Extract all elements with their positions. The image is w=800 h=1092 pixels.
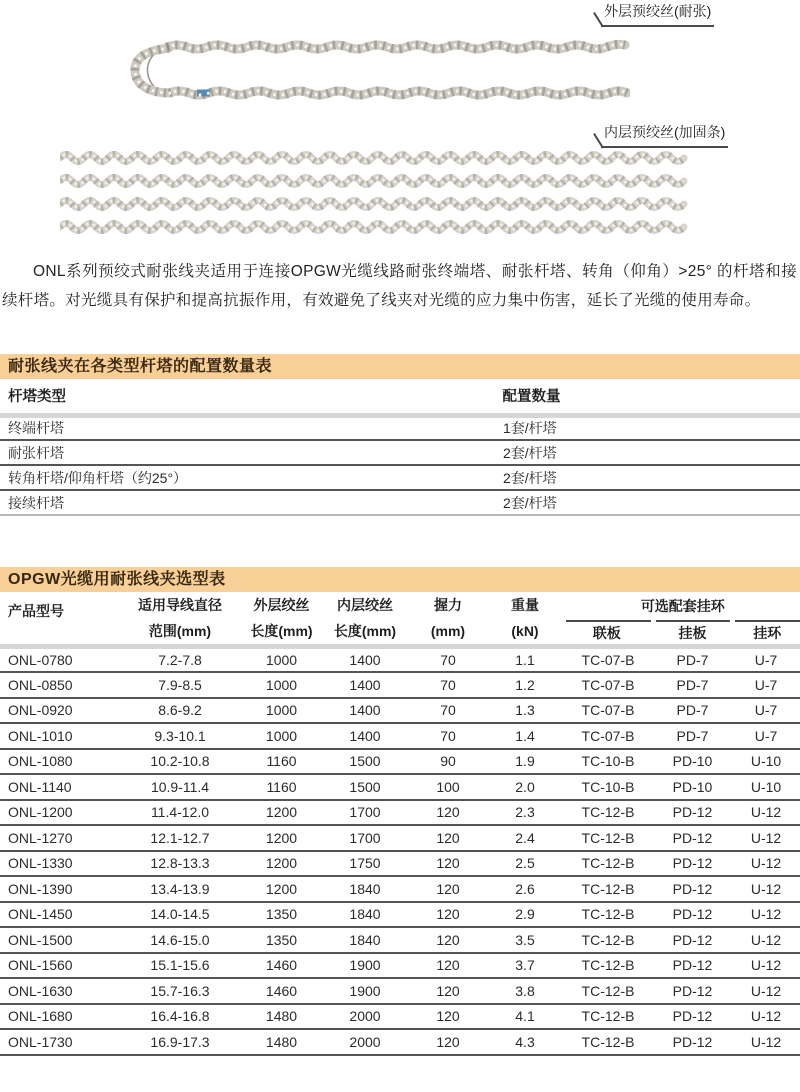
- config-table-section: [0, 354, 800, 516]
- table-row: [0, 440, 800, 465]
- table-cell: 7.2-7.8: [118, 647, 242, 673]
- config-table: [0, 379, 800, 516]
- table-cell: 1480: [242, 1029, 321, 1055]
- config-table-body: [0, 415, 800, 515]
- table-cell: 120: [409, 978, 487, 1004]
- table-cell: 1350: [242, 927, 321, 953]
- table-cell: ONL-1080: [0, 749, 118, 775]
- table-cell: ONL-0780: [0, 647, 118, 673]
- table-cell: 1840: [321, 876, 409, 902]
- selection-table: [0, 592, 800, 1056]
- table-cell: ONL-1330: [0, 851, 118, 877]
- table-cell: TC-12-B: [563, 876, 653, 902]
- table-cell: 2套/杆塔: [400, 490, 800, 515]
- column-header-weight: 重量 (kN): [487, 592, 563, 647]
- table-cell: 转角杆塔/仰角杆塔（约25°）: [0, 465, 400, 490]
- table-cell: 2000: [321, 1029, 409, 1055]
- column-header-diameter: 适用导线直径 范围(mm): [118, 592, 242, 647]
- table-cell: PD-12: [653, 1029, 732, 1055]
- inner-rod-label: [601, 122, 728, 148]
- table-cell: TC-07-B: [563, 723, 653, 749]
- table-cell: ONL-1140: [0, 774, 118, 800]
- table-cell: TC-12-B: [563, 1004, 653, 1030]
- table-cell: ONL-1680: [0, 1004, 118, 1030]
- intro-paragraph: ONL系列预绞式耐张线夹适用于连接OPGW光缆线路耐张终端塔、耐张杆塔、转角（仰角）>25° 的杆塔和接续杆塔。对光缆具有保护和提高抗振作用，有效避免了线夹对光缆的应力集中伤害，延长了光缆的使用寿命。: [2, 263, 797, 309]
- table-cell: TC-12-B: [563, 851, 653, 877]
- product-figure: [0, 0, 800, 250]
- table-cell: TC-12-B: [563, 927, 653, 953]
- inner-rod-label-text: 内层预绞丝(加固条): [604, 124, 726, 140]
- table-cell: PD-12: [653, 1004, 732, 1030]
- column-header-model: 产品型号: [0, 592, 118, 647]
- table-cell: ONL-1730: [0, 1029, 118, 1055]
- table-cell: 120: [409, 876, 487, 902]
- table-cell: 3.5: [487, 927, 563, 953]
- leader-line-icon: [593, 12, 604, 27]
- table-cell: TC-12-B: [563, 902, 653, 928]
- table-cell: 2套/杆塔: [400, 440, 800, 465]
- table-cell: U-7: [732, 723, 800, 749]
- table-cell: ONL-1560: [0, 953, 118, 979]
- table-cell: 1480: [242, 1004, 321, 1030]
- table-cell: 8.6-9.2: [118, 698, 242, 724]
- table-cell: 70: [409, 723, 487, 749]
- table-row: [0, 465, 800, 490]
- table-cell: PD-7: [653, 672, 732, 698]
- table-cell: U-12: [732, 800, 800, 826]
- column-header-config-qty: 配置数量: [400, 379, 800, 415]
- table-cell: 120: [409, 800, 487, 826]
- table-cell: ONL-1390: [0, 876, 118, 902]
- table-row: [0, 490, 800, 515]
- table-cell: 接续杆塔: [0, 490, 400, 515]
- table-cell: 1400: [321, 723, 409, 749]
- table-cell: PD-12: [653, 953, 732, 979]
- table-cell: 12.8-13.3: [118, 851, 242, 877]
- table-row: [0, 647, 800, 673]
- table-cell: 1套/杆塔: [400, 415, 800, 440]
- table-cell: PD-7: [653, 698, 732, 724]
- table-cell: 1460: [242, 978, 321, 1004]
- table-cell: 1200: [242, 851, 321, 877]
- table-cell: 4.1: [487, 1004, 563, 1030]
- column-group-ring-options: 可选配套挂环: [563, 592, 800, 621]
- table-cell: TC-12-B: [563, 978, 653, 1004]
- table-row: [0, 672, 800, 698]
- table-cell: TC-12-B: [563, 800, 653, 826]
- table-cell: PD-7: [653, 647, 732, 673]
- table-cell: 2.6: [487, 876, 563, 902]
- table-cell: ONL-1270: [0, 825, 118, 851]
- table-cell: 2套/杆塔: [400, 465, 800, 490]
- outer-rod-label-text: 外层预绞丝(耐张): [604, 3, 712, 19]
- table-cell: TC-12-B: [563, 953, 653, 979]
- table-cell: 10.2-10.8: [118, 749, 242, 775]
- table-cell: 120: [409, 825, 487, 851]
- table-cell: 70: [409, 672, 487, 698]
- outer-preformed-rod-image: [115, 30, 630, 102]
- table-cell: 1400: [321, 672, 409, 698]
- table-cell: TC-07-B: [563, 647, 653, 673]
- selection-table-title: OPGW光缆用耐张线夹选型表: [0, 567, 800, 592]
- column-header-outer-length: 外层绞丝 长度(mm): [242, 592, 321, 647]
- table-cell: PD-12: [653, 876, 732, 902]
- table-cell: 15.1-15.6: [118, 953, 242, 979]
- table-cell: 1000: [242, 672, 321, 698]
- table-cell: 耐张杆塔: [0, 440, 400, 465]
- table-cell: 1200: [242, 825, 321, 851]
- table-cell: U-7: [732, 647, 800, 673]
- table-cell: U-12: [732, 953, 800, 979]
- table-cell: PD-12: [653, 825, 732, 851]
- column-header-hang-ring: 挂环: [732, 621, 800, 646]
- table-cell: 100: [409, 774, 487, 800]
- table-cell: 1840: [321, 927, 409, 953]
- table-cell: PD-10: [653, 774, 732, 800]
- inner-preformed-rods-image: [60, 146, 700, 238]
- table-cell: 14.0-14.5: [118, 902, 242, 928]
- table-row: [0, 1004, 800, 1030]
- selection-table-body: [0, 647, 800, 1055]
- table-cell: 1000: [242, 647, 321, 673]
- table-cell: 1.4: [487, 723, 563, 749]
- table-cell: PD-7: [653, 723, 732, 749]
- table-cell: PD-12: [653, 851, 732, 877]
- table-cell: 1700: [321, 825, 409, 851]
- table-cell: PD-12: [653, 978, 732, 1004]
- table-cell: 1350: [242, 902, 321, 928]
- table-cell: 终端杆塔: [0, 415, 400, 440]
- table-cell: 2.9: [487, 902, 563, 928]
- table-cell: 12.1-12.7: [118, 825, 242, 851]
- table-row: [0, 927, 800, 953]
- table-cell: 7.9-8.5: [118, 672, 242, 698]
- table-cell: 1000: [242, 723, 321, 749]
- table-cell: TC-07-B: [563, 672, 653, 698]
- table-cell: 2000: [321, 1004, 409, 1030]
- table-cell: 1400: [321, 647, 409, 673]
- table-row: [0, 774, 800, 800]
- table-cell: U-7: [732, 672, 800, 698]
- table-cell: 16.9-17.3: [118, 1029, 242, 1055]
- table-cell: PD-12: [653, 927, 732, 953]
- table-cell: 2.3: [487, 800, 563, 826]
- table-row: [0, 800, 800, 826]
- table-cell: 120: [409, 1029, 487, 1055]
- outer-rod-label: [601, 1, 714, 27]
- column-header-hang-plate: 挂板: [653, 621, 732, 646]
- table-row: [0, 749, 800, 775]
- table-cell: U-12: [732, 851, 800, 877]
- table-row: [0, 698, 800, 724]
- table-row: [0, 1029, 800, 1055]
- column-header-tower-type: 杆塔类型: [0, 379, 400, 415]
- table-cell: 1.2: [487, 672, 563, 698]
- table-cell: 11.4-12.0: [118, 800, 242, 826]
- table-cell: TC-10-B: [563, 749, 653, 775]
- table-cell: ONL-1450: [0, 902, 118, 928]
- table-row: [0, 876, 800, 902]
- column-header-inner-length: 内层绞丝 长度(mm): [321, 592, 409, 647]
- config-table-header-row: [0, 379, 800, 415]
- table-cell: U-7: [732, 698, 800, 724]
- table-cell: TC-12-B: [563, 825, 653, 851]
- column-header-grip: 握力 (mm): [409, 592, 487, 647]
- table-row: [0, 851, 800, 877]
- table-cell: 1160: [242, 774, 321, 800]
- table-cell: 1840: [321, 902, 409, 928]
- table-cell: 14.6-15.0: [118, 927, 242, 953]
- table-cell: ONL-0850: [0, 672, 118, 698]
- table-cell: 1700: [321, 800, 409, 826]
- table-row: [0, 723, 800, 749]
- table-row: [0, 953, 800, 979]
- table-cell: 1460: [242, 953, 321, 979]
- config-table-title: 耐张线夹在各类型杆塔的配置数量表: [0, 354, 800, 379]
- table-cell: 1400: [321, 698, 409, 724]
- table-cell: 1.9: [487, 749, 563, 775]
- table-cell: 4.3: [487, 1029, 563, 1055]
- table-cell: 1.3: [487, 698, 563, 724]
- table-cell: 120: [409, 927, 487, 953]
- table-row: [0, 902, 800, 928]
- table-cell: PD-12: [653, 800, 732, 826]
- table-cell: 120: [409, 902, 487, 928]
- table-cell: 120: [409, 851, 487, 877]
- table-cell: U-12: [732, 978, 800, 1004]
- selection-table-header-row-1: [0, 592, 800, 621]
- table-cell: ONL-1500: [0, 927, 118, 953]
- table-cell: 70: [409, 647, 487, 673]
- table-cell: 120: [409, 1004, 487, 1030]
- table-cell: 1500: [321, 774, 409, 800]
- table-cell: 15.7-16.3: [118, 978, 242, 1004]
- table-cell: TC-07-B: [563, 698, 653, 724]
- table-cell: 16.4-16.8: [118, 1004, 242, 1030]
- table-row: [0, 825, 800, 851]
- table-cell: 9.3-10.1: [118, 723, 242, 749]
- table-cell: ONL-1010: [0, 723, 118, 749]
- table-cell: U-12: [732, 1029, 800, 1055]
- table-cell: 10.9-11.4: [118, 774, 242, 800]
- table-row: [0, 415, 800, 440]
- table-cell: 1500: [321, 749, 409, 775]
- table-cell: 1900: [321, 978, 409, 1004]
- table-cell: TC-12-B: [563, 1029, 653, 1055]
- table-cell: U-12: [732, 876, 800, 902]
- table-cell: 3.8: [487, 978, 563, 1004]
- table-cell: ONL-1630: [0, 978, 118, 1004]
- column-header-link-plate: 联板: [563, 621, 653, 646]
- table-cell: 1200: [242, 800, 321, 826]
- table-cell: TC-10-B: [563, 774, 653, 800]
- table-cell: ONL-1200: [0, 800, 118, 826]
- table-cell: 1750: [321, 851, 409, 877]
- table-cell: 90: [409, 749, 487, 775]
- table-cell: ONL-0920: [0, 698, 118, 724]
- table-cell: U-12: [732, 1004, 800, 1030]
- table-cell: 1000: [242, 698, 321, 724]
- table-cell: 2.0: [487, 774, 563, 800]
- table-cell: 2.4: [487, 825, 563, 851]
- table-cell: 1.1: [487, 647, 563, 673]
- table-cell: U-12: [732, 902, 800, 928]
- table-row: [0, 978, 800, 1004]
- table-cell: 3.7: [487, 953, 563, 979]
- table-cell: 120: [409, 953, 487, 979]
- table-cell: U-10: [732, 774, 800, 800]
- table-cell: U-12: [732, 825, 800, 851]
- selection-table-section: [0, 567, 800, 1056]
- table-cell: PD-10: [653, 749, 732, 775]
- table-cell: 1200: [242, 876, 321, 902]
- table-cell: U-12: [732, 927, 800, 953]
- table-cell: U-10: [732, 749, 800, 775]
- table-cell: 1900: [321, 953, 409, 979]
- table-cell: 70: [409, 698, 487, 724]
- table-cell: 2.5: [487, 851, 563, 877]
- table-cell: 1160: [242, 749, 321, 775]
- table-cell: 13.4-13.9: [118, 876, 242, 902]
- table-cell: PD-12: [653, 902, 732, 928]
